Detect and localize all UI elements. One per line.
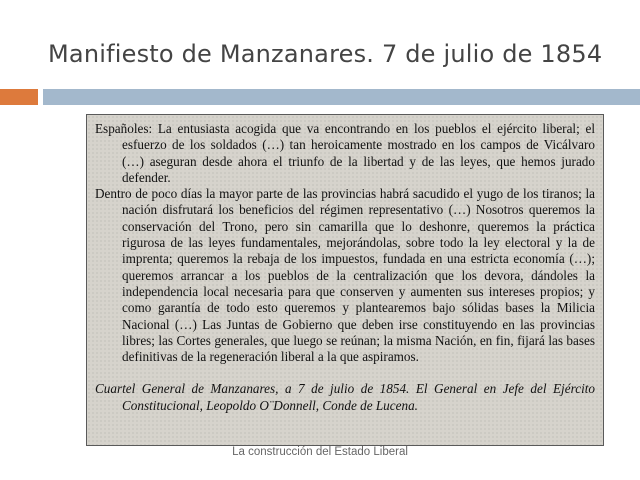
slide-footer: La construcción del Estado Liberal [232,446,408,458]
slide-title: Manifiesto de Manzanares. 7 de julio de 1854 [48,40,603,68]
manifesto-text-box [86,114,604,446]
manifesto-paragraph-2: Dentro de poco días la mayor parte de las provincias habrá sacudido el yugo de los tiranos; la nación disfrutará los beneficios del régimen representativo (…) Nosotros queremos la conservación del Trono, pero sin camarilla que lo deshonre, queremos la práctica rigurosa de las leyes fundamentales, mejorándolas, sobre todo la ley electoral y la de imprenta; queremos la rebaja de los impuestos, fundada en una estricta economía (…); queremos arrancar a los pueblos de la centralización que los devora, dándoles la independencia local necesaria para que conserven y aumenten sus intereses propios; y como garantía de todo esto queremos y plantearemos bajo sólidas bases la Milicia Nacional (…) Las Juntas de Gobierno que deben irse constituyendo en las provincias libres; las Cortes generales, que luego se reúnan; la misma Nación, en fin, fijará las bases definitivas de la regeneración liberal a la que aspiramos. [95,186,595,365]
accent-bar-blue [43,89,640,105]
manifesto-paragraph-1: Españoles: La entusiasta acogida que va encontrando en los pueblos el ejército liberal; el esfuerzo de los soldados (…) tan heroicamente mostrado en los campos de Vicálvaro (…) aseguran desde ahora el triunfo de la libertad y de las leyes, que hemos jurado defender. [95,121,595,185]
accent-bar-orange [0,89,38,105]
manifesto-signature: Cuartel General de Manzanares, a 7 de julio de 1854. El General en Jefe del Ejército Constitucional, Leopoldo O¨Donnell, Conde de Lucena. [95,381,595,413]
